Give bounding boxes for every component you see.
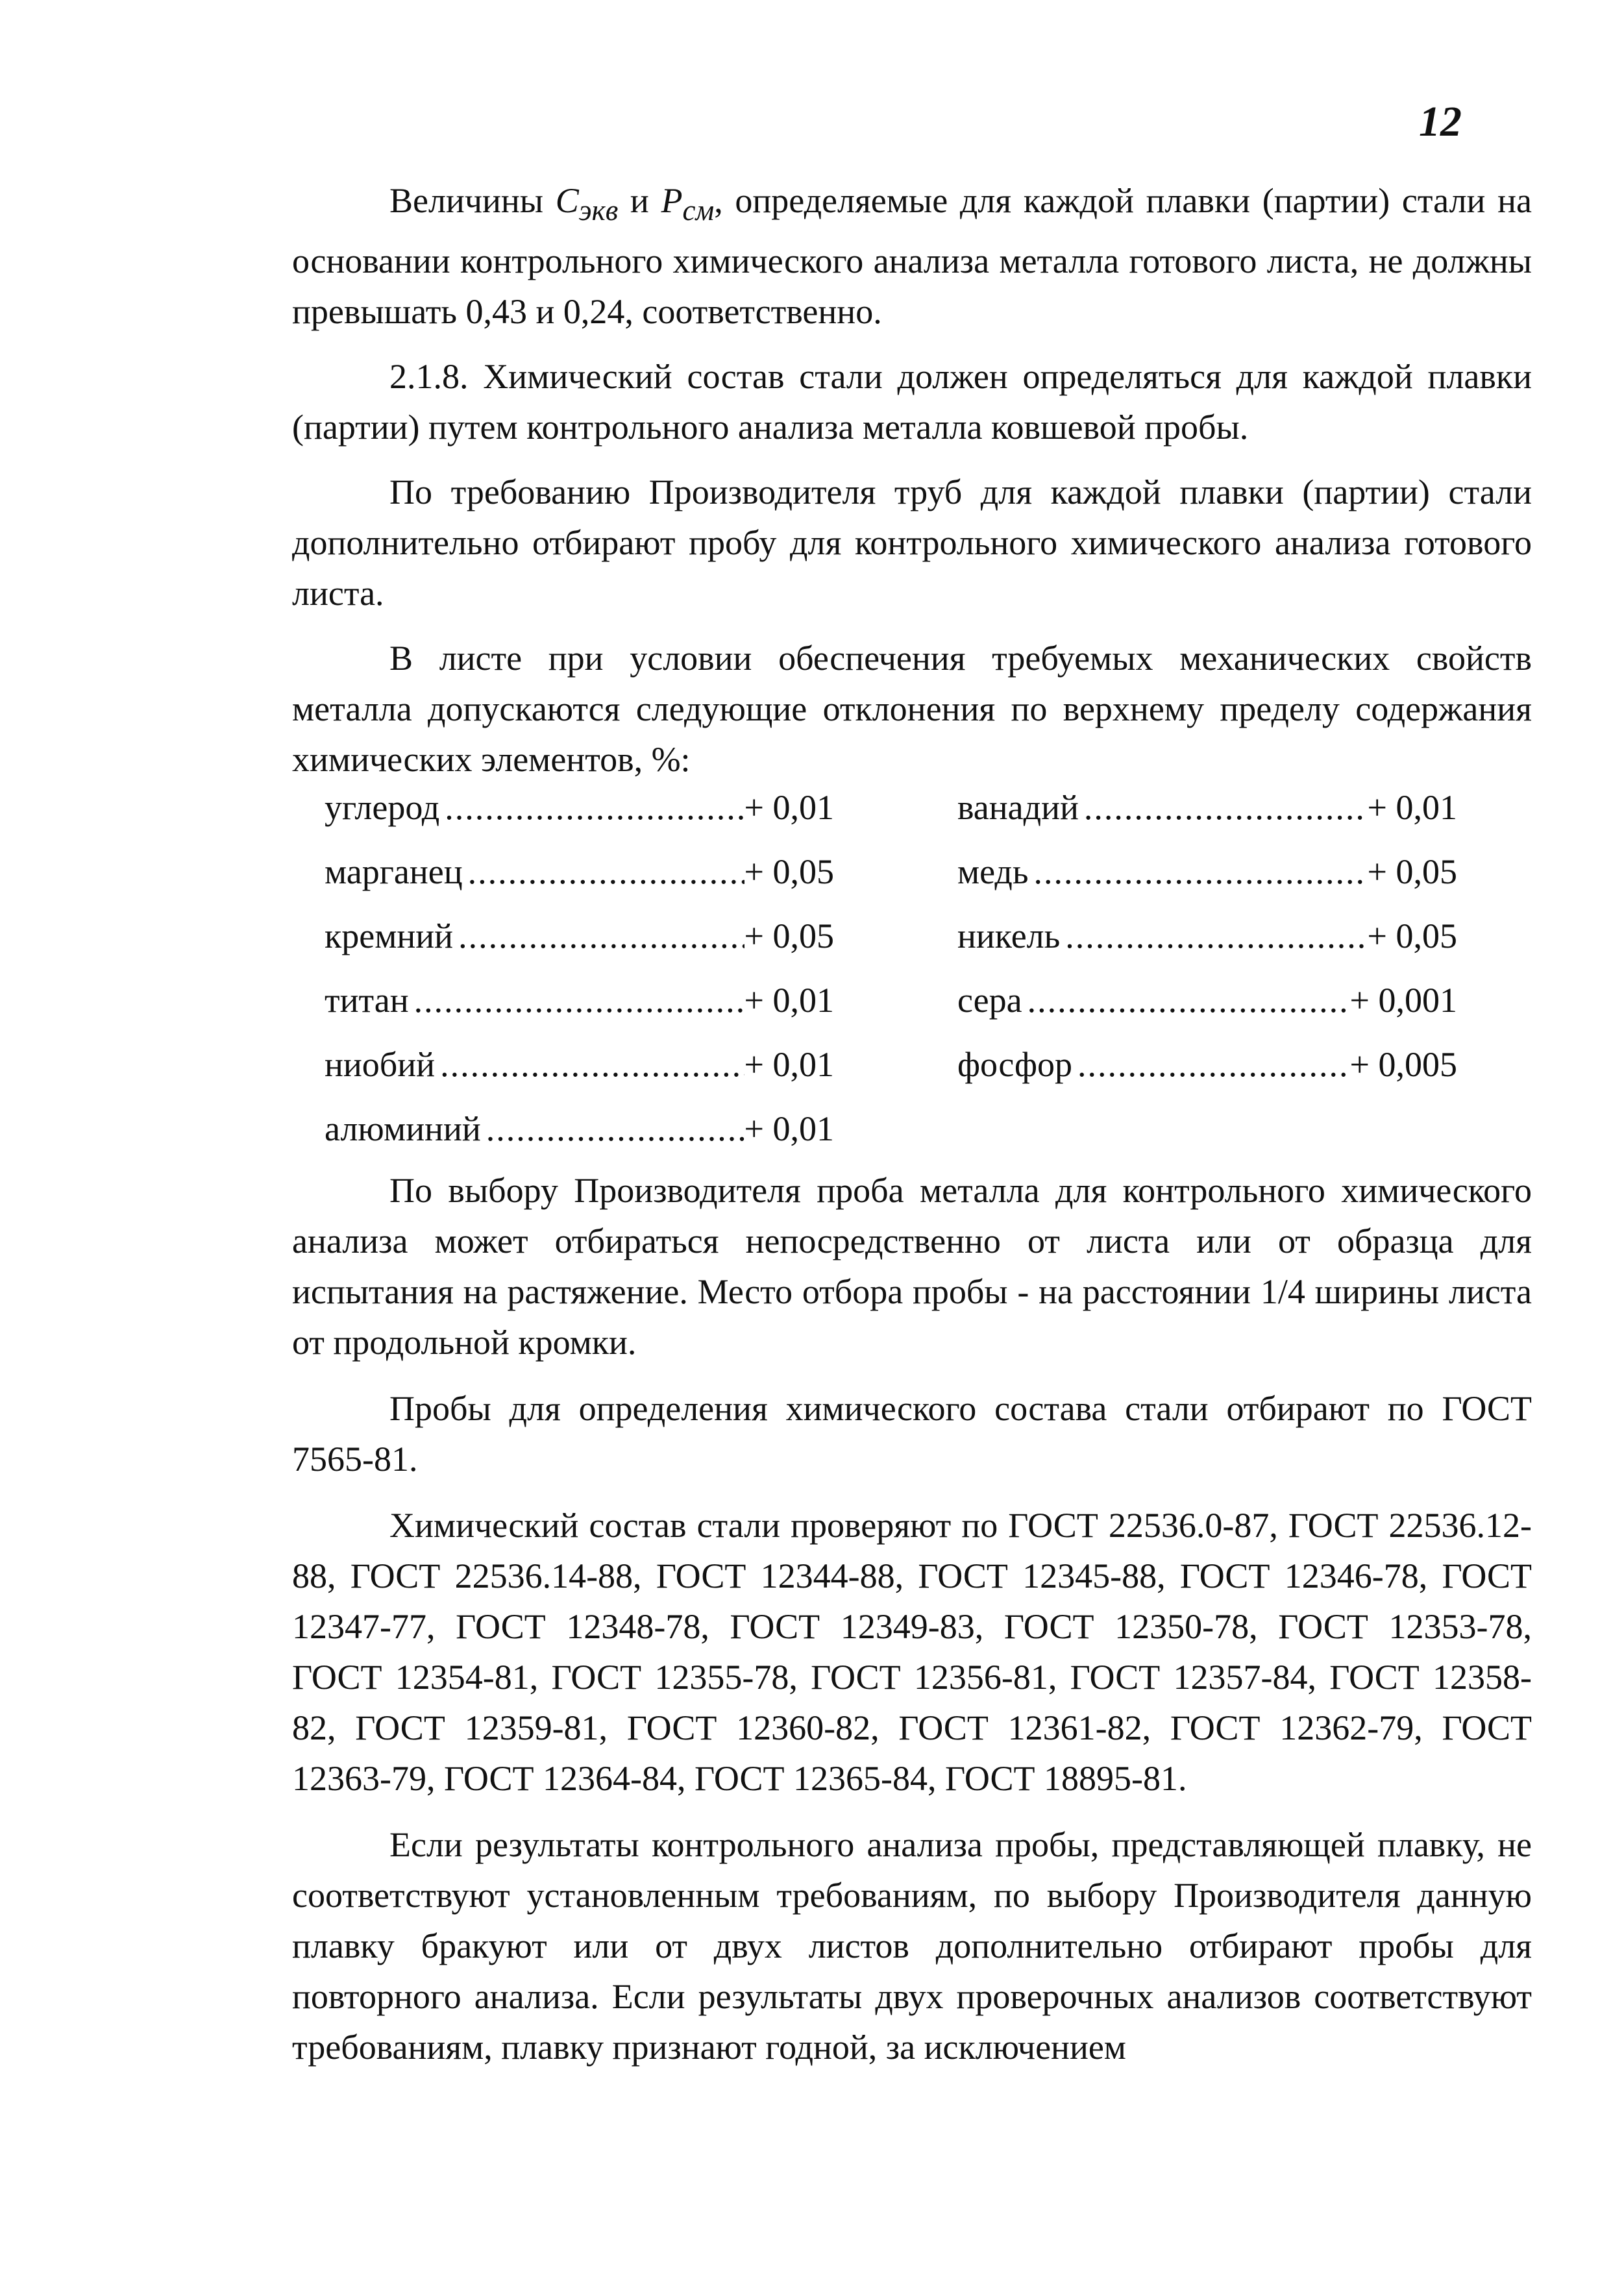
p1-prefix: Величины (389, 181, 556, 220)
deviation-row: никель ..... + 0,05 (957, 911, 1457, 975)
paragraph-2-1-8: 2.1.8. Химический состав стали должен определяться для каждой плавки (партии) путем контрольного анализа металла ковшевой пробы. (292, 356, 1532, 447)
deviation-row: кремний ..... + 0,05 (325, 911, 834, 975)
leader-dots (481, 1103, 744, 1168)
paragraph-sampling-location: По выбору Производителя проба металла для контрольного химического анализа может отбираться непосредственно от листа или от образца для испытания на растяжение. Место отбора пробы - на расстоянии 1/4 ширины листа от продольной кромки. (292, 1171, 1532, 1362)
paragraph-carbon-equivalent (292, 175, 1532, 337)
c-subscript: экв (578, 193, 619, 227)
deviations-right-column (957, 782, 1457, 1103)
deviation-row: ниобий ..... + 0,01 (325, 1039, 834, 1103)
leader-dots (1029, 846, 1368, 911)
body-text (292, 1165, 1532, 2072)
page-number: 12 (1419, 98, 1462, 145)
deviation-row: сера ..... + 0,001 (957, 975, 1457, 1039)
deviation-row: марганец ..... + 0,05 (325, 846, 834, 911)
deviation-row: ванадий ..... + 0,01 (957, 782, 1457, 846)
deviation-row: медь ..... + 0,05 (957, 846, 1457, 911)
leader-dots (435, 1039, 744, 1103)
leader-dots (1072, 1039, 1350, 1103)
deviations-left-column (325, 782, 834, 1168)
leader-dots (1022, 975, 1350, 1039)
paragraph-deviations-intro: В листе при условии обеспечения требуемых механических свойств металла допускаются следующие отклонения по верхнему пределу содержания химических элементов, %: (292, 638, 1532, 779)
deviation-row: углерод ..... + 0,01 (325, 782, 834, 846)
leader-dots (463, 846, 744, 911)
deviation-row: фосфор ..... + 0,005 (957, 1039, 1457, 1103)
deviation-row: титан ..... + 0,01 (325, 975, 834, 1039)
c-symbol: C (555, 181, 579, 220)
deviation-row: алюминий ..... + 0,01 (325, 1103, 834, 1168)
leader-dots (439, 782, 744, 846)
leader-dots (409, 975, 744, 1039)
paragraph-producer-request: По требованию Производителя труб для каждой плавки (партии) стали дополнительно отбирают пробу для контрольного химического анализа готового листа. (292, 472, 1532, 613)
paragraph-test-standards: Химический состав стали проверяют по ГОСТ 22536.0-87, ГОСТ 22536.12-88, ГОСТ 22536.14-88, ГОСТ 12344-88, ГОСТ 12345-88, ГОСТ 12346-78, ГОСТ 12347-77, ГОСТ 12348-78, ГОСТ 12349-83, ГОСТ 12350-78, ГОСТ 12353-78, ГОСТ 12354-81, ГОСТ 12355-78, ГОСТ 12356-81, ГОСТ 12357-84, ГОСТ 12358-82, ГОСТ 12359-81, ГОСТ 12360-82, ГОСТ 12361-82, ГОСТ 12362-79, ГОСТ 12363-79, ГОСТ 12364-84, ГОСТ 12365-84, ГОСТ 18895-81. (292, 1506, 1532, 1798)
leader-dots (453, 911, 744, 975)
p-symbol: P (661, 181, 683, 220)
intro-text (292, 175, 1532, 785)
p1-suffix: , определяемые для каждой плавки (партии) стали на основании контрольного химического анализа металла готового листа, не должны превышать 0,43 и 0,24, соответственно. (292, 181, 1532, 331)
paragraph-retest: Если результаты контрольного анализа пробы, представляющей плавку, не соответствуют установленным требованиям, по выбору Производителя данную плавку бракуют или от двух листов дополнительно отбирают пробы для повторного анализа. Если результаты двух проверочных анализов соответствуют требованиям, плавку признают годной, за исключением (292, 1825, 1532, 2067)
leader-dots (1060, 911, 1367, 975)
p1-and: и (618, 181, 661, 220)
leader-dots (1079, 782, 1368, 846)
paragraph-sampling-standard: Пробы для определения химического состава стали отбирают по ГОСТ 7565-81. (292, 1389, 1532, 1479)
p-subscript: см (682, 193, 715, 227)
